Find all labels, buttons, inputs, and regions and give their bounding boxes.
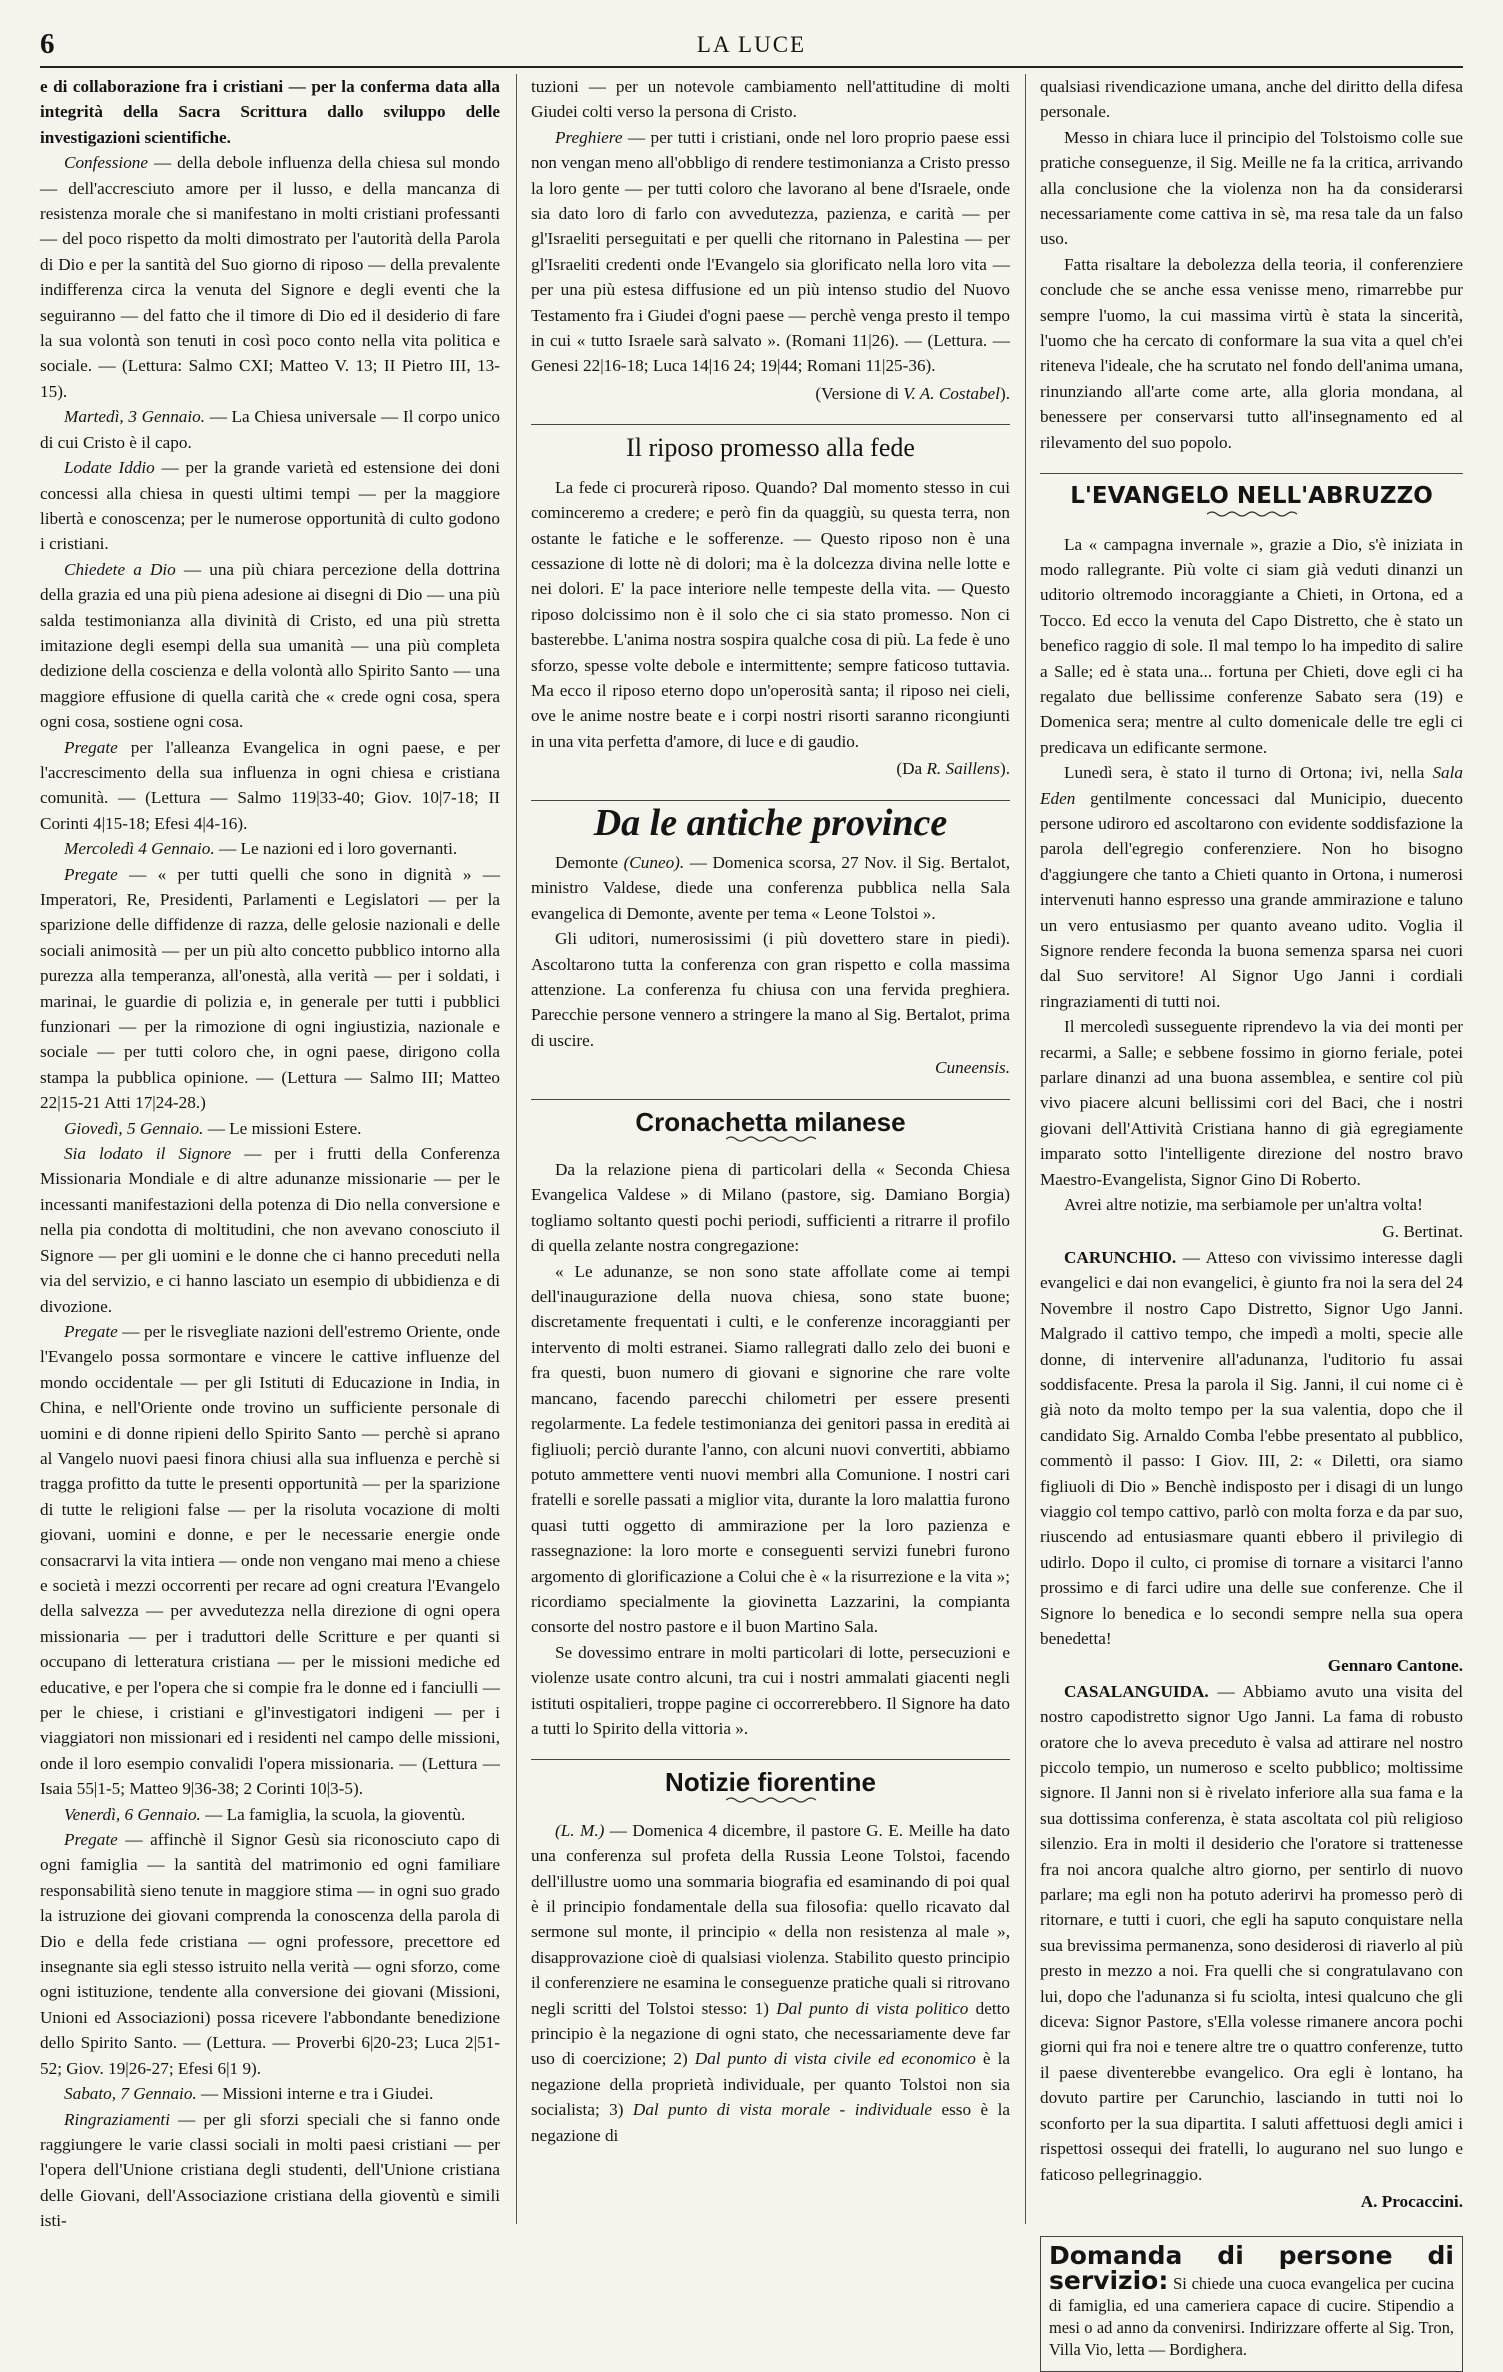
lead: Giovedì, 5 Gennaio. xyxy=(64,1118,204,1138)
sig-name: R. Saillens xyxy=(926,759,1000,779)
emphasis: Dal punto di vista civile ed economico xyxy=(694,2049,976,2069)
text: — affinchè il Signor Gesù sia riconosciuto capo di ogni famiglia — la santità del matrimonio ed ogni familiare responsabilità sieno tenute in maggiore stima — in ogni suo grado la istruzione dei giovani comprenda la conoscenza della parola di Dio e della fede cristiana — ogni professore, precettore ed insegnante sia egli stesso istruito nella verità — ogni sforzo, come ogni istituzione, tendente alla conversione dei giovani (Missioni, Unioni ed Associazioni) possa ricevere l'abbondante benedizione dello Spirito Santo. — (Lettura. — Proverbi 6|20-23; Luca 2|51-52; Giov. 19|26-27; Efesi 6|1 9). xyxy=(40,1830,500,2078)
text: — Le nazioni ed i loro governanti. xyxy=(214,839,458,859)
paragraph: e di collaborazione fra i cristiani — per la conferma data alla integrità della Sacra Scrittura dallo sviluppo delle investigazioni scientifiche. xyxy=(40,77,500,147)
emphasis: Dal punto di vista politico xyxy=(776,1998,969,2018)
text: — Le missioni Estere. xyxy=(203,1118,362,1138)
signature: A. Procaccini. xyxy=(1360,2191,1463,2211)
paragraph: Messo in chiara luce il principio del Tolstoismo colle sue pratiche conseguenze, il Sig. Meille ne fa la critica, arrivando alla conclusione che la violenza non ha da considerarsi necessariamente come cattiva in sè, ma resa tale da un falso uso. xyxy=(1040,127,1463,249)
text: — La Chiesa universale — Il corpo unico di cui Cristo è il capo. xyxy=(40,407,500,452)
text: — La famiglia, la scuola, la gioventù. xyxy=(200,1804,466,1824)
text: — per gli sforzi speciali che si fanno onde raggiungere le varie classi sociali in molti paesi cristiani — per l'opera dell'Unione cristiana degli studenti, dell'Unione cristiana delle Giovani, dell'Associazione cristiana della gioventù e simili isti- xyxy=(40,2109,500,2231)
text: — Atteso con vivissimo interesse dagli evangelici e dai non evangelici, è giunto fra noi la sera del 24 Novembre il nostro Capo Distretto, Signor Ugo Janni. Malgrado il cattivo tempo, che impedì a molti, specie alle donne, di intervenire all'adunanza, l'uditorio fu assai soddisfacente. Presa la parola il Sig. Janni, il cui nome ci è già noto da molto tempo per la sua valentia, dopo che il candidato Sig. Arnaldo Comba l'ebbe presentato al pubblico, commentò il passo: I Giov. III, 2: « Diletti, ora siamo figliuoli di Dio » Benchè indisposto per i disagi di un lungo viaggio col tempo cattivo, parlò con molta forza e da par suo, riuscendo ad entusiasmare quanti ebbero il privilegio di udirlo. Dopo il culto, ci promise di tornare a visitarci l'anno prossimo e di farci udire una delle sue conferenze. Che il Signore lo benedica e lo secondi sempre nella sua opera benedetta! xyxy=(1040,1247,1463,1648)
section-title-abruzzo xyxy=(1040,473,1463,517)
lead: Martedì, 3 Gennaio. xyxy=(64,407,206,427)
section-title-province: Da le antiche province xyxy=(531,800,1010,836)
section-title-riposo: Il riposo promesso alla fede xyxy=(531,424,1010,460)
ad-title: Domanda di persone di servizio: xyxy=(1049,2241,1454,2296)
paragraph xyxy=(40,557,500,735)
paragraph xyxy=(1040,1679,1463,2187)
paragraph xyxy=(40,1116,500,1141)
lead: Venerdì, 6 Gennaio. xyxy=(64,1804,201,1824)
title-text: Cronachetta milanese xyxy=(635,1106,906,1137)
text: Lunedì sera, è stato il turno di Ortona; ivi, nella xyxy=(1064,763,1433,783)
paragraph xyxy=(40,862,500,1116)
section-title-milanese xyxy=(531,1099,1010,1143)
paragraph xyxy=(531,125,1010,379)
paragraph xyxy=(40,2081,500,2106)
column-divider xyxy=(516,74,517,2224)
column-2 xyxy=(531,74,1010,2148)
text: — per tutti i cristiani, onde nel loro proprio paese essi non vengan meno all'obbligo di rendere testimonianza a Cristo presso la loro gente — per tutti coloro che lavorano al bene d'Israele, onde sia dato loro di farlo con avvedutezza, pazienza, e carità — per gl'Israeliti perseguitati e per quelli che ritornano in Palestina — per gl'Israeliti credenti onde l'Evangelo sia glorificato nella loro vita — per una più estesa diffusione ed un più intenso studio del Nuovo Testamento fra i Giudei d'ogni paese — perchè venga presto il tempo in cui « tutto Israele sarà salvato ». (Romani 11|26). — (Lettura. — Genesi 22|16-18; Luca 14|16 24; 19|44; Romani 11|25-36). xyxy=(531,127,1010,376)
lead: Pregate xyxy=(64,864,118,884)
paragraph: « Le adunanze, se non sono state affollate come ai tempi dell'inaugurazione della nuova chiesa, sono state buone; discretamente frequentati i culti, e le conferenze incoraggianti per intervento di molti estranei. Siamo rallegrati dallo zelo dei buoni e fra questi, buon numero di giovani e signorine che rare volte mancano, facendo parecchi chilometri per essere presenti regolarmente. La fedele testimonianza dei genitori passa in eredità ai figliuoli; perciò durante l'anno, con alcuni nuovi convertiti, abbiamo potuto ammettere venti nuovi membri alla Comunione. I nostri cari fratelli e sorelle passati a miglior vita, durante la loro malattia furono quasi tutti oggetto di ammirazione per la loro pazienza e rassegnazione: la loro morte e conseguenti servizi funebri furono argomento di glorificazione a Colui che è « la risurrezione e la vita »; ricordiamo specialmente la giovinetta Lazzarini, la compianta consorte del nostro pastore e il buon Martino Sala. xyxy=(531,1261,1010,1637)
column-1 xyxy=(40,74,500,2234)
lead: CASALANGUIDA. xyxy=(1064,1681,1209,1701)
text: — per la grande varietà ed estensione dei doni concessi alla chiesa in questi ultimi tempi — per la maggiore libertà e conoscenza; per le numerose opportunità di culto godono i cristiani. xyxy=(40,458,500,554)
paragraph: Gli uditori, numerosissimi (i più dovettero stare in piedi). Ascoltarono tutta la conferenza con gran rispetto e colla massima attenzione. La conferenza fu chiusa con una fervida preghiera. Parecchie persone vennero a stringere la mano al Sig. Bertalot, prima di uscire. xyxy=(531,929,1010,1050)
title-text: L'EVANGELO NELL'ABRUZZO xyxy=(1070,483,1433,510)
paragraph: tuzioni — per un notevole cambiamento nell'attitudine di molti Giudei colti verso la persona di Cristo. xyxy=(531,77,1010,122)
paragraph xyxy=(40,2107,500,2234)
paragraph xyxy=(40,1802,500,1827)
paragraph: Se dovessimo entrare in molti particolari di lotte, persecuzioni e violenze usate contro alcuni, tra cui i nostri ammalati giacenti negli istituti ospitalieri, troppe pagine ci occorrerebbero. Il Signore ha dato a tutti lo Spirito della vittoria ». xyxy=(531,1642,1010,1738)
text: — Missioni interne e tra i Giudei. xyxy=(196,2084,434,2104)
paragraph: Da la relazione piena di particolari della « Seconda Chiesa Evangelica Valdese » di Milano (pastore, sig. Damiano Borgia) togliamo soltanto questi pochi periodi, sufficienti a ritrarre il profilo di quella zelante nostra congregazione: xyxy=(531,1160,1010,1256)
lead: Sabato, 7 Gennaio. xyxy=(64,2084,197,2104)
sig-text: (Versione di xyxy=(815,383,904,403)
sig-text: ). xyxy=(999,383,1010,403)
signature: Gennaro Cantone. xyxy=(1327,1656,1463,1676)
paragraph xyxy=(40,1827,500,2081)
lead: Pregate xyxy=(64,1830,118,1850)
text: — Domenica 4 dicembre, il pastore G. E. Meille ha dato una conferenza sul profeta della Russia Leone Tolstoi, facendo dell'illustre uomo una sommaria biografia ed esaminando di poi qual è il principio fondamentale della sua filosofia: quello ricavato dal sermone sul monte, il principio « della non resistenza al male », disapprovazione cioè di qualsiasi violenza. Stabilito questo principio il conferenziere ne esamina le conseguenze pratiche quali si ritrovano negli scritti del Tolstoi stesso: 1) xyxy=(531,1820,1010,2018)
lead: Pregate xyxy=(64,737,118,757)
text: — Abbiamo avuto una visita del nostro capodistretto signor Ugo Janni. La fama di robusto oratore che lo aveva preceduto è valsa ad attirare nel nostro piccolo tempio, un numeroso e scelto pubblico; moltissime signore. Il Janni non si è rivelato inferiore alla sua fama e la sua dottissima conferenza, è stata ascoltata col più religioso silenzio. Era in molti il desiderio che l'oratore si trattenesse fra noi ancora qualche altro giorno, per sentirlo di nuovo parlare; ma egli non ha potuto aderirvi ha promesso però di ritornare, e tutti i cuori, che egli ha saputo conquistare nella sua brevissima permanenza, sono desiderosi di riaverlo al più presto in mezzo a noi. Fra quelli che si congratulavano con lui, dopo che l'adunanza si fu sciolta, intesi qualcuno che gli diceva: Signor Pastore, s'Ella volesse rimanere ancora pochi giorni qui fra noi e tenere altre tre o quattro conferenze, tutto il paese diventerebbe evangelico. Ora egli è lontano, ha dovuto partire per Carunchio, lasciando in tutti noi lo sconforto per la sua dipartita. I saluti affettuosi degli amici i rispettosi ossequi dei fratelli, lo augurano nel suo lungo e faticoso pellegrinaggio. xyxy=(1040,1681,1463,2184)
lead: Confessione xyxy=(64,153,149,173)
place: (Cuneo). xyxy=(623,852,685,872)
sig-text: ). xyxy=(999,759,1010,779)
text: — per le risvegliate nazioni dell'estremo Oriente, onde l'Evangelo possa sormontare e vincere le cattive influenze del mondo occidentale — per gli Istituti di Educazione in India, in China, e nell'Oriente onde trovino un sufficiente personale di uomini e di donne ripieni dello Spirito Santo — perchè si aprano al Vangelo nuovi paesi finora chiusi alla sua influenza e perchè si tragga profitto da tutte le presenti opportunità — per la sparizione di tutte le religioni false — per la risoluta vocazione di molti giovani, uomini e donne, e per le necessarie energie onde consacrarvi la vita intiera — onde non vengano mai meno a chiese e società i mezzi occorrenti per recare ad ogni creatura l'Evangelo della salvezza — per avvedutezza nella direzione di ogni opera missionaria — per i traduttori delle Scritture e per quanti si occupano di letteratura cristiana — per le missioni mediche ed educative, e per l'opera che si compie fra le donne ed i fanciulli — per le chiese, i cristiani e gl'investigatori indigeni — per i viaggiatori non missionari ed i residenti nel campo delle missioni, onde il loro esempio convalidi l'opera missionaria. — (Lettura — Isaia 55|1-5; Matteo 9|36-38; 2 Corinti 10|3-5). xyxy=(40,1321,500,1799)
lead: Preghiere xyxy=(555,127,623,147)
paragraph xyxy=(40,836,500,861)
column-divider xyxy=(1025,74,1026,2224)
paragraph: Avrei altre notizie, ma serbiamole per un'altra volta! xyxy=(1064,1195,1423,1215)
text: — Domenica scorsa, 27 Nov. il Sig. Bertalot, ministro Valdese, diede una conferenza pubblica nella Sala evangelica di Demonte, avente per tema « Leone Tolstoi ». xyxy=(531,852,1010,923)
text: esso è la negazione di xyxy=(531,2100,1010,2145)
paragraph xyxy=(40,735,500,837)
paragraph: Fatta risaltare la debolezza della teoria, il conferenziere conclude che se anche essa venisse meno, rimarrebbe pur sempre l'uomo, la cui massima virtù è stata la sincerità, l'uomo che ha cercato di conformare la sua vita a quel ch'ei riteneva l'ideale, che ha scrutato nel fondo dell'anima umana, rinunziando all'arte come arte, alla gloria mondana, al benessere per conservarsi tutto all'insegnamento ed al rilevamento del suo popolo. xyxy=(1040,254,1463,452)
paragraph xyxy=(531,1818,1010,2148)
signature xyxy=(531,381,1010,406)
emphasis: Dal punto di vista morale - individuale xyxy=(632,2100,933,2120)
text: gentilmente concessaci dal Municipio, duecento persone udiroro ed ascoltarono con evidente soddisfazione la parola dell'egregio conferenziere. Non ho bisogno d'aggiungere che tanto a Chieti quanto in Ortona, i numerosi intervenuti hanno espresso una grande ammirazione e taluno un vero entusiasmo per quanto aveano udito. Voglia il Signore rendere feconda la buona semenza sparsa nei cuori dal Suo servitore! Al Signor Ugo Janni i cordiali ringraziamenti di tutti noi. xyxy=(1040,788,1463,1011)
paragraph: La fede ci procurerà riposo. Quando? Dal momento stesso in cui cominceremo a credere; e però fin da quaggiù, su questa terra, non ostante le fatiche e le sofferenze. — Questo riposo non è una cessazione di lotte nè di dolori; ma è la dolcezza divina nelle lotte e nei dolori. E' la pace interiore nelle tempeste della vita. — Questo riposo dolcissimo non è il solo che ci sia stato promesso. Non ci basterebbe. L'anima nostra sospira qualche cosa di più. La fede è uno sforzo, spesse volte debole e intermittente; sempre faticoso tuttavia. Ma ecco il riposo eterno dopo un'operosità santa; il riposo nei cieli, ove le anime nostre beate e i corpi nostri risorti saranno ricongiunti in una vita perfetta d'amore, di luce e di gaudio. xyxy=(531,477,1010,751)
lead: Sia lodato il Signore xyxy=(64,1144,232,1164)
signature xyxy=(531,756,1010,781)
paragraph xyxy=(40,404,500,455)
emphasis: Sala Eden xyxy=(1040,763,1463,808)
ad-text: Si chiede una cuoca evangelica per cucina di famiglia, ed una cameriera capace di cucire. Stipendio a mesi o ad anno da convenirsi. Indirizzare offerte al Sig. Tron, Villa Vio, letta — Bordighera. xyxy=(1049,2274,1454,2360)
paragraph xyxy=(40,455,500,557)
paragraph: Il mercoledì susseguente riprendevo la via dei monti per recarmi, a Salle; e sebbene fossimo in giorno feriale, potei parlare dinanzi ad una buona assemblea, e sentire col più vivo piacere alcuni bellissimi cori del Baci, che i nostri giovani dell'Attività Cristiana hanno di già egregiamente imparato sotto l'intelligente direzione del nostro bravo Maestro-Evangelista, Signor Gino Di Roberto. xyxy=(1040,1017,1463,1189)
text: per l'alleanza Evangelica in ogni paese, e per l'accrescimento della sua influenza in ogni chiesa e cristiana comunità. — (Lettura — Salmo 119|33-40; Giov. 10|7-18; II Corinti 4|15-18; Efesi 4|4-16). xyxy=(40,737,500,833)
lead: CARUNCHIO. xyxy=(1064,1247,1177,1267)
lead: (L. M.) xyxy=(555,1820,605,1840)
classified-ad xyxy=(1040,2236,1463,2372)
paragraph: La « campagna invernale », grazie a Dio, s'è iniziata in modo rallegrante. Più volte ci siam già veduti dinanzi un uditorio oltremodo incoraggiante a Chieti, in Ortona, ed a Tocco. Ed ecco la venuta del Capo Distretto, che è stato un benefico raggio di sole. Il mal tempo lo ha impedito di salire a Salle; ed è stata una... fortuna per Chieti, dove egli ci ha regalato due bellissime conferenze Sabato sera (19) e Domenica sera; mentre al culto domenicale delle tre egli ci predicava un edificante sermone. xyxy=(1040,534,1463,757)
paragraph xyxy=(531,850,1010,926)
text: — « per tutti quelli che sono in dignità » — Imperatori, Re, Presidenti, Parlamenti e Legislatori — per la sparizione delle diffidenze di razza, delle gelosie nazionali e delle sociali animosità — per un più alto concetto pubblico intorno alla purezza alla temperanza, all'onestà, alla verità — per i soldati, i marinai, le guardie di polizia e, in generale per tutti i pubblici funzionari — per la rimozione di ogni ingiustizia, nazionale e sociale — per tutti coloro che, in ogni paese, dirigono colla stampa la pubblica opinione. — (Lettura — Salmo III; Matteo 22|15-21 Atti 17|24-28.) xyxy=(40,864,500,1113)
text: è la negazione della proprietà individuale, per quanto Tolstoi non sia socialista; 3) xyxy=(531,2049,1010,2120)
paragraph: qualsiasi rivendicazione umana, anche del diritto della difesa personale. xyxy=(1040,77,1463,122)
lead: Chiedete a Dio xyxy=(64,559,176,579)
lead: Ringraziamenti xyxy=(64,2109,170,2129)
sig-name: V. A. Costabel xyxy=(903,383,1000,403)
paragraph xyxy=(40,1141,500,1319)
masthead xyxy=(40,26,1463,68)
paper-name: LA LUCE xyxy=(696,32,807,57)
column-3 xyxy=(1040,74,1463,2372)
text: — una più chiara percezione della dottrina della grazia ed una più piena adesione ai disegni di Dio — una più salda testimonianza alla divinità di Cristo, ed una più stretta imitazione degli esempi della sua umanità — una più completa dedizione della coscienza e della volontà allo Spirito Santo — una maggiore effusione di quella carità che « crede ogni cosa, spera ogni cosa, sostiene ogni cosa. xyxy=(40,559,501,732)
columns xyxy=(40,74,1463,2360)
text: detto principio è la negazione di ogni stato, che necessariamente deve far uso di coercizione; 2) xyxy=(531,1998,1010,2069)
lead: Pregate xyxy=(64,1321,118,1341)
signature: Cuneensis. xyxy=(935,1058,1010,1078)
paragraph xyxy=(40,150,500,404)
sig-text: (Da xyxy=(896,759,927,779)
paragraph xyxy=(1040,1245,1463,1652)
paragraph xyxy=(40,1319,500,1802)
lead: Mercoledì 4 Gennaio. xyxy=(64,839,215,859)
wave-ornament-icon xyxy=(1207,510,1297,518)
text: — per i frutti della Conferenza Missionaria Mondiale e di altre adunanze missionarie — per le incessanti manifestazioni della potenza di Dio nella conversione e nella pia condotta di moltitudini, che non avevano conosciuto il Signore — per gli uomini e le donne che ci hanno preceduti nella via del servizio, e ci hanno lasciato un esempio di ubbidienza e di divozione. xyxy=(40,1144,500,1316)
lead: Demonte xyxy=(555,852,619,872)
paragraph xyxy=(1040,760,1463,1014)
text: — della debole influenza della chiesa sul mondo — dell'accresciuto amore per il lusso, e della mancanza di resistenza morale che si manifestano in molti cristiani professanti — del poco rispetto da molti dimostrato per l'autorità della Parola di Dio e per la santità del Suo giorno di riposo — della prevalente indifferenza circa la venuta del Signore e degli eventi che la seguiranno — del fatto che il timore di Dio ed il desiderio di fare la sua volontà son tenuti in così poco conto nella vita politica e sociale. — (Lettura: Salmo CXI; Matteo V. 13; II Pietro III, 13-15). xyxy=(40,153,500,401)
title-text: Notizie fiorentine xyxy=(665,1767,876,1798)
signature: G. Bertinat. xyxy=(1382,1222,1463,1242)
section-title-fiorentine xyxy=(531,1759,1010,1803)
page-number: 6 xyxy=(40,28,55,60)
lead: Lodate Iddio xyxy=(64,458,155,478)
